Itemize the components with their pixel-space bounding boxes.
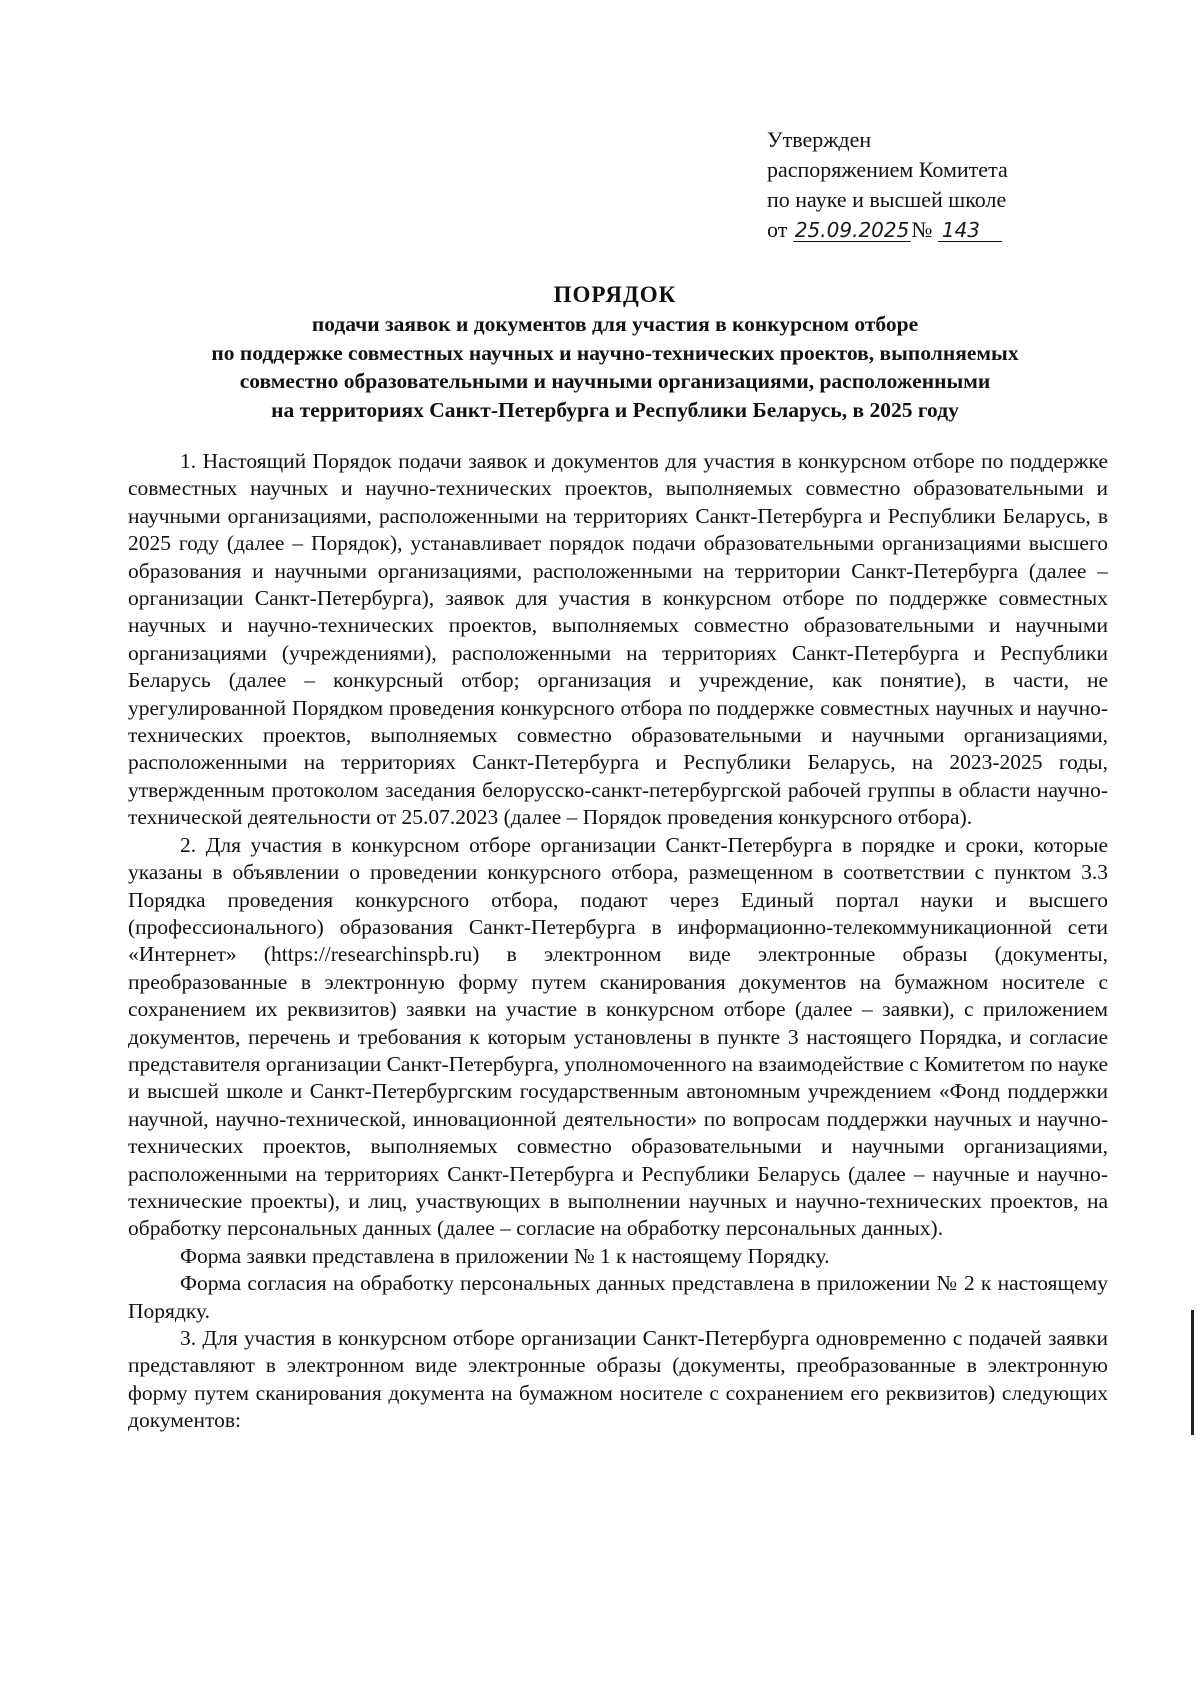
- approval-line-approved: Утвержден: [767, 127, 872, 152]
- paragraph-1: 1. Настоящий Порядок подачи заявок и документов для участия в конкурсном отборе по поддержке совместных научных и научно-технических проектов, выполняемых совместно образовательными и научными организациями, расположенными на территориях Санкт-Петербурга и Республики Беларусь, в 2025 году (далее – Порядок), устанавливает порядок подачи образовательными организациями высшего образования и научными организациями, расположенными на территории Санкт-Петербурга (далее – организации Санкт-Петербурга), заявок для участия в конкурсном отборе по поддержке совместных научных и научно-технических проектов, выполняемых совместно образовательными и научными организациями (учреждениями), расположенными на территориях Санкт-Петербурга и Республики Беларусь (далее – конкурсный отбор; организация и учреждение, как понятие), в части, не урегулированной Порядком проведения конкурсного отбора по поддержке совместных научных и научно-технических проектов, выполняемых совместно образовательными и научными организациями, расположенными на территориях Санкт-Петербурга и Республики Беларусь, на 2023-2025 годы, утвержденным протоколом заседания белорусско-санкт-петербургской рабочей группы в области научно-технической деятельности от 25.07.2023 (далее – Порядок проведения конкурсного отбора).: [128, 449, 1108, 830]
- approval-line-committee: по науке и высшей школе: [767, 187, 1007, 212]
- document-title: ПОРЯДОК: [553, 282, 677, 307]
- approval-block: [767, 125, 1067, 245]
- paragraph-2: 2. Для участия в конкурсном отборе организации Санкт-Петербурга в порядке и сроки, которые указаны в объявлении о проведении конкурсного отбора, размещенном в соответствии с пунктом 3.3 Порядка проведения конкурсного отбора, подают через Единый портал науки и высшего (профессионального) образования Санкт-Петербурга в информационно-телекоммуникационной сети «Интернет» (https://researchinspb.ru) в электронном виде электронные образы (документы, преобразованные в электронную форму путем сканирования документов на бумажном носителе с сохранением их реквизитов) заявки на участие в конкурсном отборе (далее – заявки), с приложением документов, перечень и требования к которым установлены в пункте 3 настоящего Порядка, и согласие представителя организации Санкт-Петербурга, уполномоченного на взаимодействие с Комитетом по науке и высшей школе и Санкт-Петербургским государственным автономным учреждением «Фонд поддержки научной, научно-технической, инновационной деятельности» по вопросам поддержки научных и научно-технических проектов, выполняемых совместно образовательными и научными организациями, расположенными на территориях Санкт-Петербурга и Республики Беларусь (далее – научные и научно-технические проекты), и лиц, участвующих в выполнении научных и научно-технических проектов, на обработку персональных данных (далее – согласие на обработку персональных данных).: [128, 832, 1108, 1241]
- approval-date-line: [767, 215, 1067, 245]
- paragraph-3: 3. Для участия в конкурсном отборе организации Санкт-Петербурга одновременно с подачей заявки представляют в электронном виде электронные образы (документы, преобразованные в электронную форму путем сканирования документа на бумажном носителе с сохранением его реквизитов) следующих документов:: [128, 1326, 1108, 1433]
- document-title-block: [120, 280, 1110, 424]
- paragraph-application-form: Форма заявки представлена в приложении № 1 к настоящему Порядку.: [180, 1243, 830, 1268]
- document-subtitle-line-2: по поддержке совместных научных и научно-технических проектов, выполняемых: [211, 340, 1019, 365]
- paragraph-consent-form: Форма согласия на обработку персональных данных представлена в приложении № 2 к настоящему Порядку.: [128, 1271, 1108, 1323]
- document-subtitle-line-1: подачи заявок и документов для участия в конкурсном отборе: [311, 312, 919, 336]
- document-subtitle-line-3: совместно образовательными и научными организациями, расположенными: [239, 369, 991, 393]
- document-body: [128, 448, 1108, 1435]
- approval-date-prefix: от: [767, 217, 788, 242]
- approval-number-label: №: [911, 217, 933, 242]
- scan-edge-mark: [1191, 1310, 1194, 1435]
- approval-date-field: [793, 219, 912, 242]
- approval-number-field: [938, 219, 1002, 242]
- approval-line-order: распоряжением Комитета: [767, 157, 1008, 182]
- approval-date-handwritten: 25.09.2025: [794, 218, 910, 242]
- document-subtitle-line-4: на территориях Санкт-Петербурга и Республики Беларусь, в 2025 году: [271, 397, 959, 422]
- approval-number-handwritten: 143: [941, 218, 981, 242]
